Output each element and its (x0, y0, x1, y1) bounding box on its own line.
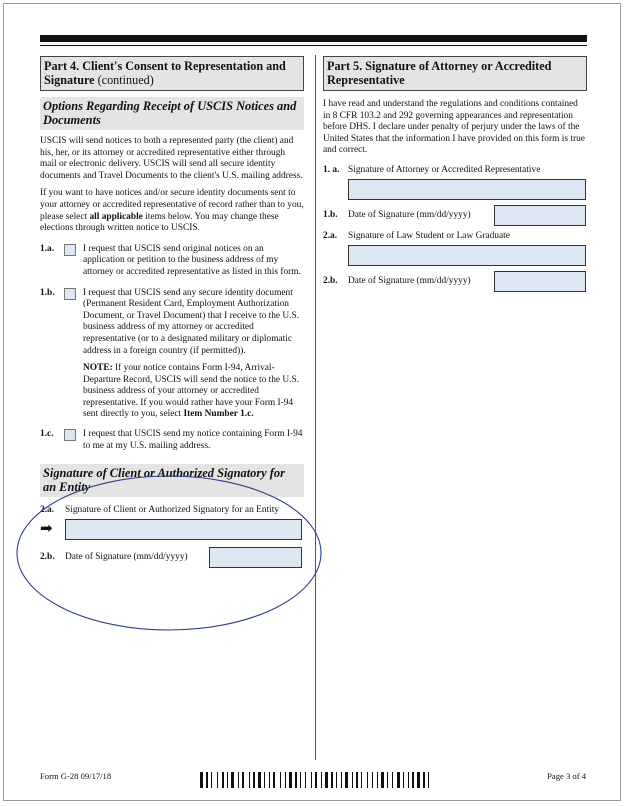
item-1c (40, 429, 304, 452)
law-student-date-field[interactable] (494, 271, 586, 292)
p5-item-2a (323, 231, 587, 266)
item-2a-number: 2.a. (40, 505, 55, 516)
part4-header (40, 56, 304, 91)
p5-item-2a-number: 2.a. (323, 230, 338, 241)
client-signature-heading: Signature of Client or Authorized Signatory for an Entity (40, 464, 304, 497)
footer-page-number: Page 3 of 4 (547, 771, 586, 781)
item-1c-number: 1.c. (40, 429, 54, 440)
part4-continued: (continued) (97, 73, 154, 87)
attorney-signature-field[interactable] (348, 179, 586, 200)
item-2b-number: 2.b. (40, 552, 55, 563)
client-signature-field[interactable] (65, 519, 302, 540)
item-2a-label: Signature of Client or Authorized Signatory for an Entity (65, 505, 280, 516)
p5-item-2a-label: Signature of Law Student or Law Graduate (348, 230, 510, 241)
item-1b (40, 288, 304, 358)
p5-item-2b (323, 271, 587, 291)
law-student-signature-field[interactable] (348, 245, 586, 266)
barcode (200, 772, 468, 788)
item-1a-text: I request that USCIS send original notices on an application or petition to the business address of my attorney or accredited representative as listed in this form. (83, 243, 301, 277)
p5-item-1a-label: Signature of Attorney or Accredited Representative (348, 164, 541, 175)
item-1a-checkbox[interactable] (64, 244, 76, 256)
column-divider (315, 55, 316, 760)
p5-item-2b-number: 2.b. (323, 275, 338, 286)
p5-item-2b-label: Date of Signature (mm/dd/yyyy) (348, 275, 471, 286)
top-rule-thin (40, 45, 587, 46)
attorney-date-field[interactable] (494, 205, 586, 226)
notices-paragraph-1: USCIS will send notices to both a represented party (the client) and his, her, or its attorney or accredited representative either through mail or electronic delivery. USCIS will send all secure identity documents and Travel Documents to the client's U.S. mailing address. (40, 136, 303, 181)
p5-item-1a (323, 165, 587, 200)
item-1c-text: I request that USCIS send my notice containing Form I-94 to me at my U.S. mailing address. (83, 429, 303, 451)
note-i94: NOTE: If your notice contains Form I-94, Arrival-Departure Record, USCIS will send the notice to the U.S. business address of your attorney or accredited representative. If you would rather have your Form I-94 sent directly to you, select Item Number 1.c. (83, 363, 300, 420)
client-date-field[interactable] (209, 547, 302, 568)
part5-column (323, 56, 587, 291)
p5-item-1a-number: 1. a. (323, 164, 340, 175)
part5-header: Part 5. Signature of Attorney or Accredited Representative (323, 56, 587, 91)
notices-paragraph-2: If you want to have notices and/or secure identity documents sent to your attorney or accredited representative of record rather than to you, please select all applicable items below. You may change these elections through written notice to USCIS. (40, 188, 304, 234)
part5-declaration: I have read and understand the regulations and conditions contained in 8 CFR 103.2 and 292 governing appearances and representation before DHS. I declare under penalty of perjury under the laws of the United States that the information I have provided on this form is true and correct. (323, 99, 585, 156)
item-1b-text: I request that USCIS send any secure identity document (Permanent Resident Card, Employment Authorization Document, or Travel Document) that I receive to the U.S. business address of my attorney or accredited representative (or to a designated military or diplomatic address in a foreign country (if permitted)). (83, 287, 300, 356)
top-rule-thick (40, 35, 587, 42)
item-1a-number: 1.a. (40, 243, 55, 254)
item-2b (40, 547, 304, 567)
notices-section-heading: Options Regarding Receipt of USCIS Notices and Documents (40, 97, 304, 130)
item-1b-number: 1.b. (40, 287, 55, 298)
p5-item-1b (323, 205, 587, 225)
sign-here-arrow-icon: ➡ (40, 521, 53, 538)
item-1a (40, 244, 304, 279)
footer-form-id: Form G-28 09/17/18 (40, 771, 112, 781)
p5-item-1b-number: 1.b. (323, 209, 338, 220)
item-1b-checkbox[interactable] (64, 288, 76, 300)
part4-title: Part 4. Client's Consent to Representation and Signature (44, 59, 286, 87)
p5-item-1b-label: Date of Signature (mm/dd/yyyy) (348, 209, 471, 220)
item-2a (40, 505, 304, 541)
item-1c-checkbox[interactable] (64, 429, 76, 441)
part4-column (40, 56, 304, 567)
item-2b-label: Date of Signature (mm/dd/yyyy) (65, 552, 188, 563)
